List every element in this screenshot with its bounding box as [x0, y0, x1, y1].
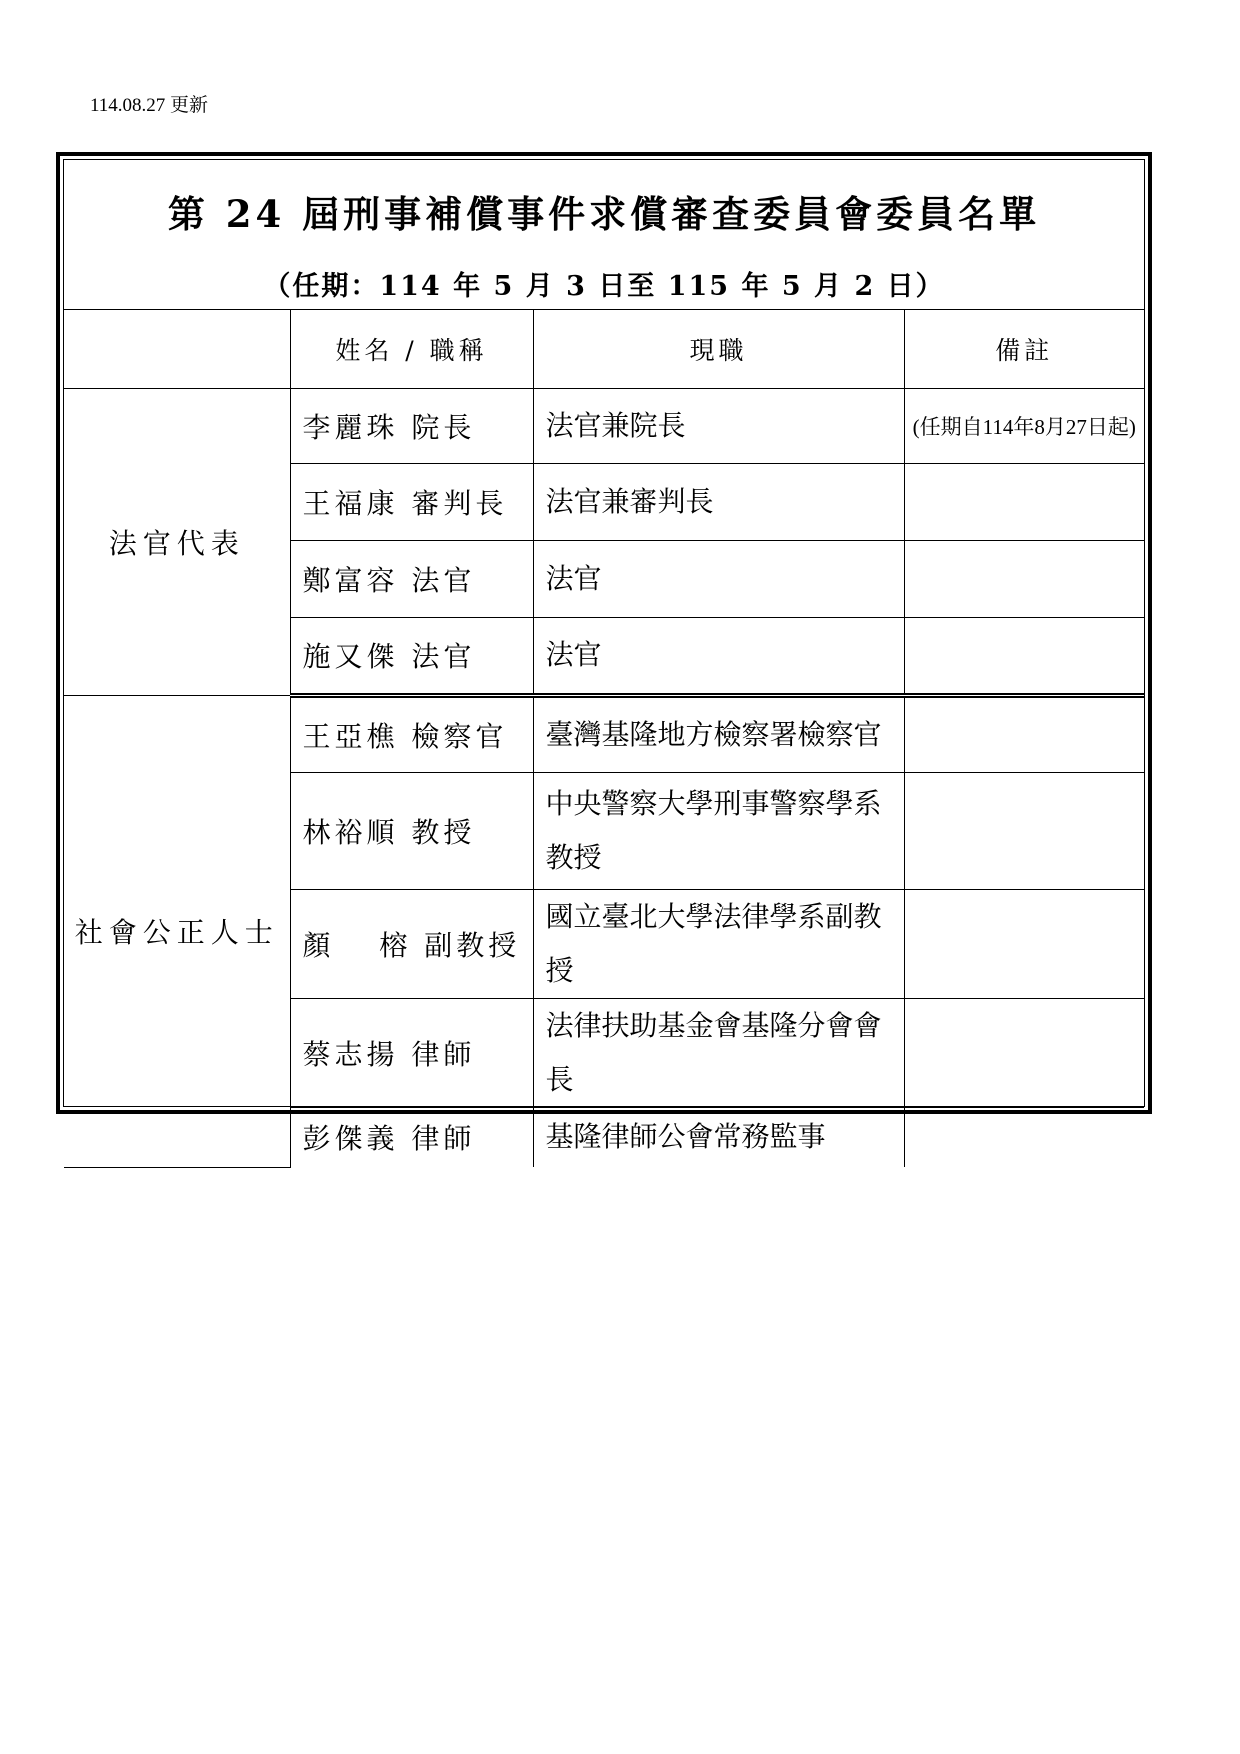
member-remark [904, 889, 1144, 998]
member-name-title: 施又傑 法官 [290, 617, 533, 695]
table-row [64, 695, 1144, 772]
term-period: （任期：114 年 5 月 3 日至 115 年 5 月 2 日） [263, 271, 945, 302]
member-list-inner [63, 159, 1145, 1156]
member-position: 基隆律師公會常務監事 [533, 1107, 904, 1167]
member-remark [904, 772, 1144, 889]
member-position: 法律扶助基金會基隆分會會長 [533, 998, 904, 1107]
member-name-title: 蔡志揚 律師 [290, 998, 533, 1107]
document-title: 第 24 屆刑事補償事件求償審查委員會委員名單 [167, 192, 1041, 236]
column-header-name-title: 姓名 / 職稱 [290, 310, 533, 388]
member-remark: (任期自114年8月27日起) [904, 388, 1144, 463]
member-position: 中央警察大學刑事警察學系教授 [533, 772, 904, 889]
member-table [64, 310, 1144, 1168]
column-header-position: 現職 [533, 310, 904, 388]
member-remark [904, 695, 1144, 772]
column-header-remarks: 備註 [904, 310, 1144, 388]
member-name-title: 鄭富容 法官 [290, 540, 533, 617]
member-position: 國立臺北大學法律學系副教授 [533, 889, 904, 998]
member-name-title: 王亞樵 檢察官 [290, 695, 533, 772]
group-label-public: 社會公正人士 [64, 695, 290, 1167]
member-name-title: 林裕順 教授 [290, 772, 533, 889]
document-header [64, 160, 1144, 310]
member-remark [904, 1107, 1144, 1167]
member-name-title: 李麗珠 院長 [290, 388, 533, 463]
member-remark [904, 998, 1144, 1107]
member-position: 法官 [533, 540, 904, 617]
member-name-title: 顏 榕 副教授 [290, 889, 533, 998]
member-position: 法官兼院長 [533, 388, 904, 463]
update-date-note: 114.08.27 更新 [90, 95, 209, 116]
member-remark [904, 463, 1144, 540]
member-name-title: 彭傑義 律師 [290, 1107, 533, 1167]
table-row [64, 388, 1144, 463]
column-header-group [64, 310, 290, 388]
member-remark [904, 540, 1144, 617]
member-name-title: 王福康 審判長 [290, 463, 533, 540]
group-label-judges: 法官代表 [64, 388, 290, 695]
column-header-row [64, 310, 1144, 388]
member-position: 法官 [533, 617, 904, 695]
member-position: 法官兼審判長 [533, 463, 904, 540]
member-remark [904, 617, 1144, 695]
member-list-frame [56, 152, 1152, 1156]
member-position: 臺灣基隆地方檢察署檢察官 [533, 695, 904, 772]
